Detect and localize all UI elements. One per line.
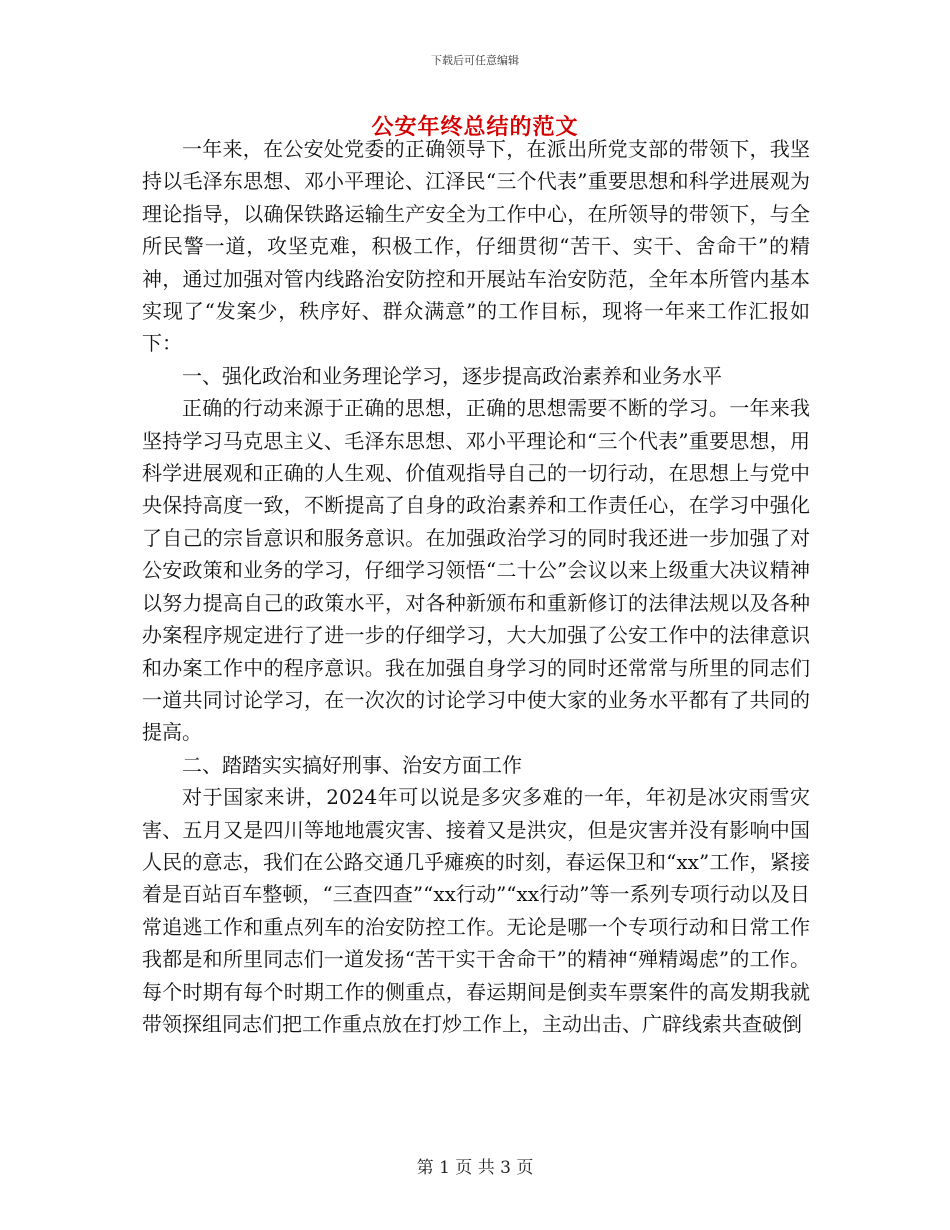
section-heading-2: 二、踏踏实实搞好刑事、治安方面工作 xyxy=(182,752,522,777)
section-heading-1: 一、强化政治和业务理论学习，逐步提高政治素养和业务水平 xyxy=(182,363,722,388)
intro-paragraph: 一年来，在公安处党委的正确领导下，在派出所党支部的带领下，我坚持以毛泽东思想、邓小平理论、江泽民“三个代表”重要思想和科学进展观为理论指导，以确保铁路运输生产安全为工作中心，在所领导的带领下，与全所民警一道，攻坚克难，积极工作，仔细贯彻“苦干、实干、舍命干”的精神，通过加强对管内线路治安防控和开展站车治安防范，全年本所管内基本实现了“发案少，秩序好、群众满意”的工作目标，现将一年来工作汇报如下： xyxy=(142,137,810,356)
document-title: 公安年终总结的范文 xyxy=(371,114,579,140)
section-2-paragraph: 对于国家来讲，2024年可以说是多灾多难的一年，年初是冰灾雨雪灾害、五月又是四川等地地震灾害、接着又是洪灾，但是灾害并没有影响中国人民的意志，我们在公路交通几乎瘫痪的时刻，春运保卫和“xx”工作，紧接着是百站百车整顿，“三查四查”“xx行动”“xx行动”等一系列专项行动以及日常追逃工作和重点列车的治安防控工作。无论是哪一个专项行动和日常工作我都是和所里同志们一道发扬“苦干实干舍命干”的精神“殚精竭虑”的工作。每个时期有每个时期工作的侧重点，春运期间是倒卖车票案件的高发期我就带领探组同志们把工作重点放在打炒工作上，主动出击、广辟线索共查破倒 xyxy=(142,785,810,1036)
document-body xyxy=(142,133,810,1040)
page-number-footer: 第 1 页 共 3 页 xyxy=(416,1158,534,1178)
header-note: 下载后可任意编辑 xyxy=(431,54,519,67)
section-1-paragraph: 正确的行动来源于正确的思想，正确的思想需要不断的学习。一年来我坚持学习马克思主义、毛泽东思想、邓小平理论和“三个代表”重要思想，用科学进展观和正确的人生观、价值观指导自己的一切行动，在思想上与党中央保持高度一致，不断提高了自身的政治素养和工作责任心，在学习中强化了自己的宗旨意识和服务意识。在加强政治学习的同时我还进一步加强了对公安政策和业务的学习，仔细学习领悟“二十公”会议以来上级重大决议精神以努力提高自己的政策水平，对各种新颁布和重新修订的法律法规以及各种办案程序规定进行了进一步的仔细学习，大大加强了公安工作中的法律意识和办案工作中的程序意识。我在加强自身学习的同时还常常与所里的同志们一道共同讨论学习，在一次次的讨论学习中使大家的业务水平都有了共同的提高。 xyxy=(142,396,810,745)
